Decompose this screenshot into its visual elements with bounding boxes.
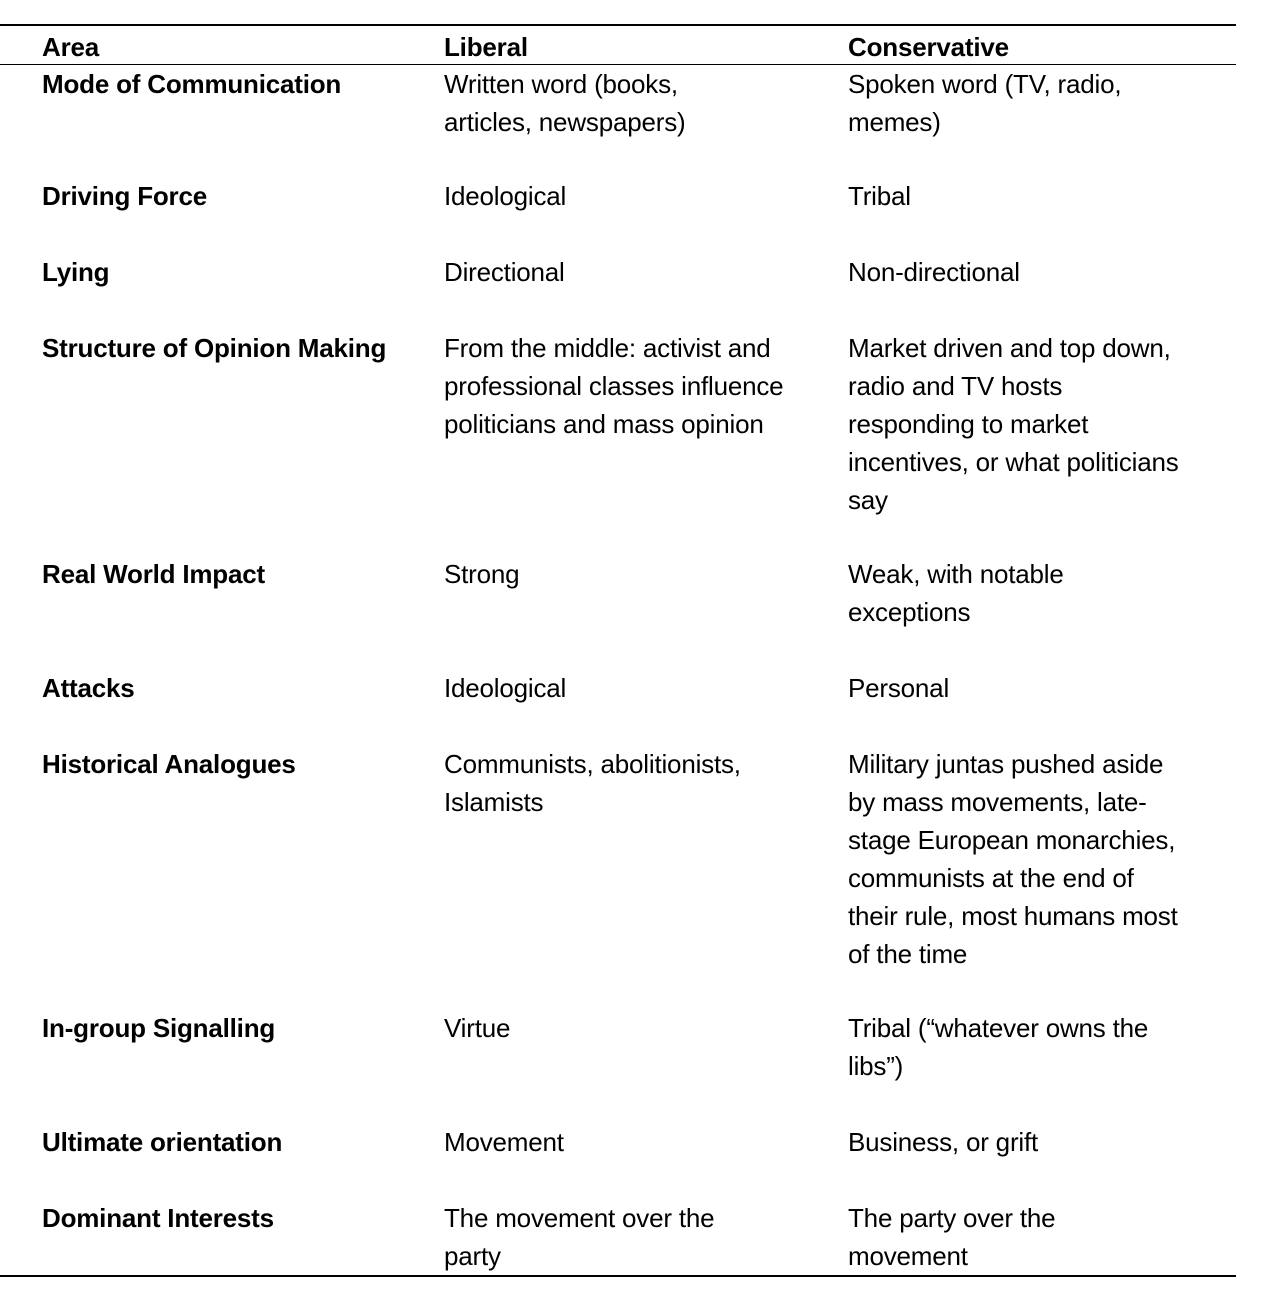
cell-line: by mass movements, late- [848,787,1147,817]
cell-area: Lying [42,257,110,287]
cell-liberal [444,177,829,215]
table-row [0,745,1236,1009]
cell-liberal [444,1009,829,1047]
cell-conservative [848,253,1233,291]
cell-line: From the middle: activist and [444,333,771,363]
cell-line: say [848,485,888,515]
cell-area: Attacks [42,673,135,703]
header-conservative: Conservative [848,32,1009,62]
cell-line: incentives, or what politicians [848,447,1179,477]
table-row [0,329,1236,555]
header-area: Area [42,32,100,62]
cell-liberal [444,253,829,291]
cell-line: responding to market [848,409,1089,439]
cell-line: Virtue [444,1013,511,1043]
cell-line: Non-directional [848,257,1020,287]
cell-line: communists at the end of [848,863,1134,893]
cell-conservative [848,65,1233,141]
cell-conservative [848,1009,1233,1085]
cell-line: their rule, most humans most [848,901,1178,931]
table-row [0,1009,1236,1123]
cell-line: politicians and mass opinion [444,409,764,439]
cell-area: In-group Signalling [42,1013,276,1043]
table-row [0,177,1236,253]
cell-conservative [848,745,1233,973]
cell-line: Military juntas pushed aside [848,749,1164,779]
cell-line: Strong [444,559,520,589]
cell-conservative [848,1199,1233,1275]
table-row [0,65,1236,177]
cell-conservative [848,329,1233,519]
cell-line: radio and TV hosts [848,371,1063,401]
table-row [0,669,1236,745]
table-header [0,26,1236,65]
cell-liberal [444,669,829,707]
cell-line: memes) [848,107,941,137]
cell-conservative [848,669,1233,707]
cell-line: stage European monarchies, [848,825,1176,855]
cell-area: Mode of Communication [42,69,342,99]
cell-line: The movement over the [444,1203,715,1233]
cell-line: Islamists [444,787,544,817]
cell-line: Market driven and top down, [848,333,1171,363]
cell-conservative [848,1123,1233,1161]
cell-area: Historical Analogues [42,749,296,779]
cell-line: Ideological [444,181,567,211]
cell-line: Directional [444,257,565,287]
cell-line: Written word (books, [444,69,678,99]
cell-liberal [444,65,829,141]
cell-line: Personal [848,673,950,703]
cell-line: Business, or grift [848,1127,1039,1157]
cell-area: Structure of Opinion Making [42,333,387,363]
header-liberal: Liberal [444,32,528,62]
cell-line: Weak, with notable [848,559,1064,589]
cell-line: of the time [848,939,968,969]
table-row [0,253,1236,329]
cell-liberal [444,555,829,593]
table-row [0,555,1236,669]
cell-liberal [444,1199,829,1275]
cell-line: libs”) [848,1051,904,1081]
cell-line: Tribal (“whatever owns the [848,1013,1149,1043]
table-row [0,1199,1236,1275]
cell-liberal [444,745,829,821]
cell-line: exceptions [848,597,971,627]
cell-conservative [848,555,1233,631]
cell-line: party [444,1241,501,1271]
cell-area: Dominant Interests [42,1203,274,1233]
cell-line: The party over the [848,1203,1056,1233]
cell-line: Spoken word (TV, radio, [848,69,1122,99]
comparison-table [0,24,1236,1277]
cell-line: movement [848,1241,968,1271]
table-row [0,1123,1236,1199]
cell-area: Driving Force [42,181,207,211]
cell-area: Real World Impact [42,559,265,589]
cell-liberal [444,1123,829,1161]
cell-conservative [848,177,1233,215]
cell-line: Ideological [444,673,567,703]
cell-line: Tribal [848,181,911,211]
cell-line: Movement [444,1127,564,1157]
cell-line: professional classes influence [444,371,784,401]
cell-area: Ultimate orientation [42,1127,283,1157]
cell-line: articles, newspapers) [444,107,686,137]
cell-line: Communists, abolitionists, [444,749,741,779]
cell-liberal [444,329,829,443]
table-body [0,65,1236,1275]
